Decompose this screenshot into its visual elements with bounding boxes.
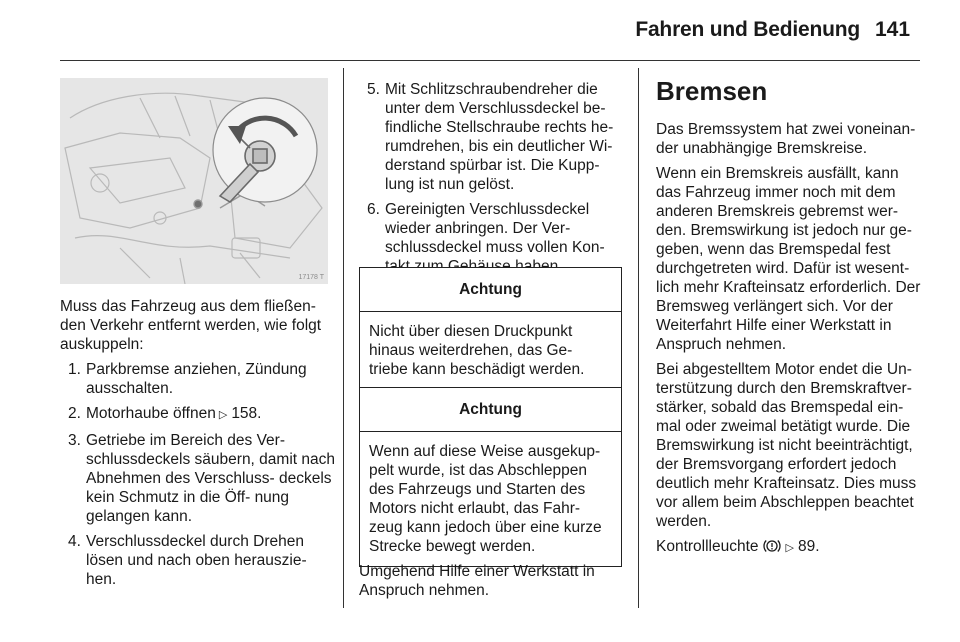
header-divider xyxy=(60,60,920,61)
column-divider-left xyxy=(343,68,344,608)
engine-bay-figure xyxy=(60,78,328,284)
control-lamp-line xyxy=(656,537,924,559)
list-item xyxy=(359,80,625,194)
step-text: Parkbremse anziehen, Zündung ausschalten. xyxy=(86,361,307,397)
right-column xyxy=(656,76,924,565)
middle-closing xyxy=(359,562,625,606)
page-reference-arrow-icon: ▷ xyxy=(218,409,228,421)
warning-box-1 xyxy=(359,267,622,390)
warning-title: Achtung xyxy=(360,268,621,312)
list-item xyxy=(359,200,625,276)
list-item xyxy=(60,532,338,589)
page-reference[interactable]: 158. xyxy=(231,405,262,422)
warning-box-2 xyxy=(359,387,622,567)
step-text: Getriebe im Bereich des Ver- schlussdeckels säubern, damit nach Abnehmen des Verschluss- deckels kein Schmutz in die Öff- nung gelangen kann. xyxy=(86,432,335,525)
column-divider-right xyxy=(638,68,639,608)
section-heading: Bremsen xyxy=(656,76,768,106)
step-text: Verschlussdeckel durch Drehen lösen und nach oben herauszie- hen. xyxy=(86,533,307,588)
page-number: 141 xyxy=(875,18,911,41)
figure-number: 17178 T xyxy=(298,274,324,281)
steps-list-middle xyxy=(359,80,625,276)
intro-text: Muss das Fahrzeug aus dem fließen- den Verkehr entfernt werden, wie folgt auskuppeln: xyxy=(60,298,322,353)
paragraph: Wenn ein Bremskreis ausfällt, kann das Fahrzeug immer noch mit dem anderen Bremskreis gebremst wer- den. Bremswirkung ist jedoch nur ge- geben, wenn das Bremspedal fest durchgetreten wird. Dafür ist wesent- lich mehr Krafteinsatz erforderlich. Der Bremsweg verlängert sich. Vor der Weiterfahrt Hilfe einer Werkstatt in Anspruch nehmen. xyxy=(656,165,921,353)
step-number: 3. xyxy=(68,432,81,449)
closing-text: Umgehend Hilfe einer Werkstatt in Anspruch nehmen. xyxy=(359,563,595,599)
step-text: Motorhaube öffnen xyxy=(86,405,216,422)
middle-column xyxy=(359,80,625,282)
engine-bay-illustration xyxy=(60,78,328,284)
warning-title: Achtung xyxy=(360,388,621,432)
list-item xyxy=(60,360,338,398)
warning-text: Wenn auf diese Weise ausgekup- pelt wurde, ist das Abschleppen des Fahrzeugs und Starten des Motors nicht erlaubt, das Fahr- zeug kann jedoch über eine kurze Strecke bewegt werden. xyxy=(369,443,602,555)
step-text: Mit Schlitzschraubendreher die unter dem Verschlussdeckel be- findliche Stellschraube rechts he- rumdrehen, bis ein deutlicher Wi- derstand spürbar ist. Die Kupp- lung ist nun gelöst. xyxy=(385,81,614,193)
page-reference-arrow-icon: ▷ xyxy=(785,542,795,554)
page-reference[interactable]: 89. xyxy=(798,538,820,555)
left-column xyxy=(60,297,338,595)
page-header-title: Fahren und Bedienung xyxy=(635,18,860,41)
paragraph: Bei abgestelltem Motor endet die Un- terstützung durch den Bremskraftver- stärker, sobald das Bremspedal ein- mal oder zweimal betätigt wurde. Die Bremswirkung ist nicht beeinträchtigt, der Bremsvorgang erfordert jedoch deutlich mehr Krafteinsatz. Dies muss vor allem beim Abschleppen beachtet werden. xyxy=(656,361,917,530)
step-number: 4. xyxy=(68,533,81,550)
steps-list-left xyxy=(60,360,338,589)
step-number: 6. xyxy=(367,201,380,218)
step-text: Gereinigten Verschlussdeckel wieder anbringen. Der Ver- schlussdeckel muss vollen Kon- xyxy=(385,201,605,256)
control-lamp-label: Kontrollleuchte xyxy=(656,538,759,555)
list-item xyxy=(60,431,338,526)
step-number: 1. xyxy=(68,361,81,378)
step-number: 2. xyxy=(68,405,81,422)
step-number: 5. xyxy=(367,81,380,98)
warning-text: Nicht über diesen Druckpunkt hinaus weiterdrehen, das Ge- triebe kann beschädigt werden. xyxy=(369,323,585,378)
paragraph: Das Bremssystem hat zwei voneinan- der unabhängige Bremskreise. xyxy=(656,121,916,157)
list-item xyxy=(60,404,338,425)
brake-warning-lamp-icon xyxy=(763,538,781,559)
